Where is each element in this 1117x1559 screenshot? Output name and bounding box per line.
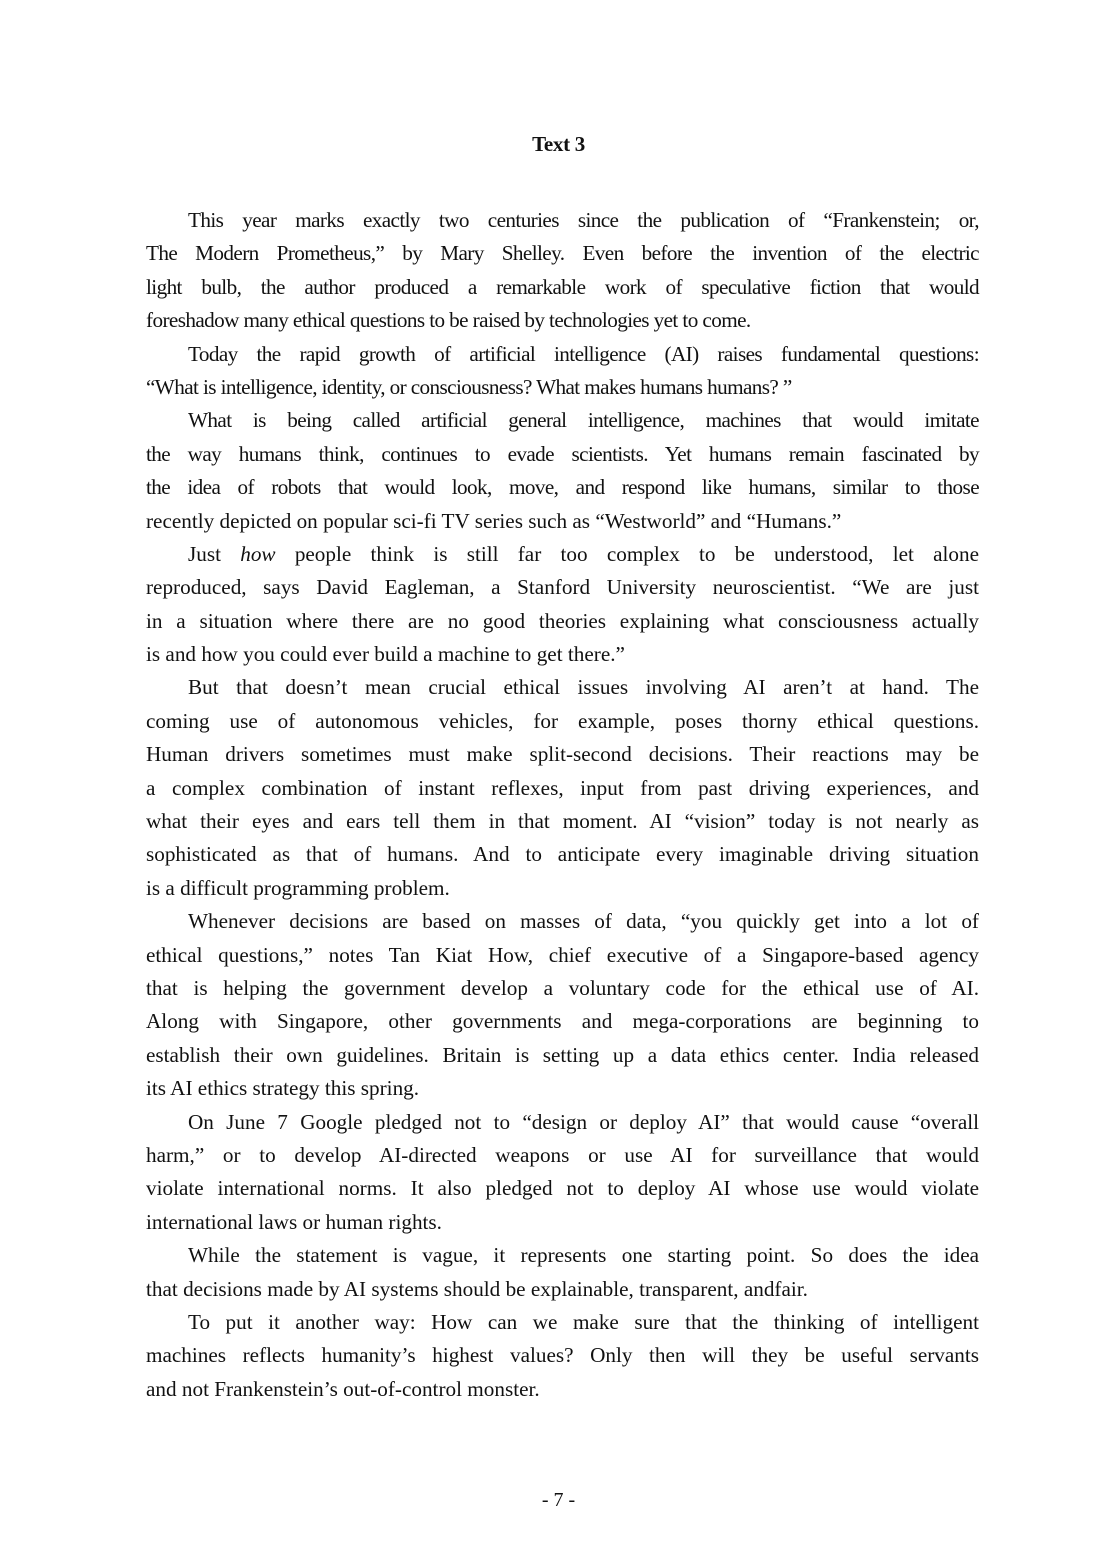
text-line: what their eyes and ears tell them in that moment. AI “vision” today is not nearly as bbox=[146, 809, 979, 834]
text-line: What is being called artificial general intelligence, machines that would imitate bbox=[188, 408, 979, 433]
text-line: The Modern Prometheus,” by Mary Shelley. Even before the invention of the electric bbox=[146, 241, 979, 266]
paragraph-7 bbox=[146, 1106, 979, 1240]
paragraph-3 bbox=[146, 404, 979, 538]
text-line: To put it another way: How can we make sure that the thinking of intelligent bbox=[188, 1309, 979, 1334]
text-line: its AI ethics strategy this spring. bbox=[146, 1076, 420, 1101]
emphasis-word: how bbox=[240, 541, 276, 566]
line-rest: people think is still far too complex to be understood, let alone bbox=[294, 541, 979, 566]
text-line: light bulb, the author produced a remarkable work of speculative fiction that would bbox=[146, 274, 979, 299]
text-line: Human drivers sometimes must make split-second decisions. Their reactions may be bbox=[146, 742, 979, 767]
text-line: is and how you could ever build a machine to get there.” bbox=[146, 642, 625, 667]
page-title: Text 3 bbox=[532, 132, 585, 156]
text-line: Whenever decisions are based on masses of data, “you quickly get into a lot of bbox=[188, 909, 979, 934]
text-line: reproduced, says David Eagleman, a Stanford University neuroscientist. “We are just bbox=[146, 575, 979, 600]
text-line: ethical questions,” notes Tan Kiat How, chief executive of a Singapore-based agency bbox=[146, 942, 979, 967]
paragraph-2 bbox=[146, 338, 979, 405]
text-line: is a difficult programming problem. bbox=[146, 875, 450, 900]
page-number: - 7 - bbox=[541, 1489, 576, 1511]
text-line: international laws or human rights. bbox=[146, 1209, 442, 1234]
text-line: the idea of robots that would look, move, and respond like humans, similar to those bbox=[146, 475, 979, 500]
paragraph-6 bbox=[146, 905, 979, 1105]
text-line: and not Frankenstein’s out-of-control monster. bbox=[146, 1376, 540, 1401]
paragraph-8 bbox=[146, 1239, 979, 1306]
first-word: Just bbox=[188, 541, 221, 566]
text-line: sophisticated as that of humans. And to anticipate every imaginable driving situation bbox=[146, 842, 979, 867]
text-line: that decisions made by AI systems should be explainable, transparent, andfair. bbox=[146, 1276, 808, 1301]
text-line: While the statement is vague, it represents one starting point. So does the idea bbox=[188, 1243, 979, 1268]
text-line: foreshadow many ethical questions to be raised by technologies yet to come. bbox=[146, 308, 751, 333]
text-line: “What is intelligence, identity, or consciousness? What makes humans humans? ” bbox=[146, 374, 792, 399]
text-line: But that doesn’t mean crucial ethical issues involving AI aren’t at hand. The bbox=[188, 675, 979, 700]
paragraph-5 bbox=[146, 671, 979, 905]
paragraph-9 bbox=[146, 1306, 979, 1406]
text-line: establish their own guidelines. Britain is setting up a data ethics center. India released bbox=[146, 1042, 979, 1067]
text-line: violate international norms. It also pledged not to deploy AI whose use would violate bbox=[146, 1176, 979, 1201]
text-line: the way humans think, continues to evade scientists. Yet humans remain fascinated by bbox=[146, 441, 979, 466]
text-line bbox=[146, 538, 979, 571]
text-line: Along with Singapore, other governments and mega-corporations are beginning to bbox=[146, 1009, 979, 1034]
article-body bbox=[146, 204, 979, 1406]
text-line: coming use of autonomous vehicles, for example, poses thorny ethical questions. bbox=[146, 708, 979, 733]
paragraph-4 bbox=[146, 538, 979, 672]
paragraph-1 bbox=[146, 204, 979, 338]
text-line: machines reflects humanity’s highest values? Only then will they be useful servants bbox=[146, 1343, 979, 1368]
text-line: a complex combination of instant reflexes, input from past driving experiences, and bbox=[146, 775, 979, 800]
text-line: that is helping the government develop a voluntary code for the ethical use of AI. bbox=[146, 975, 979, 1000]
text-line: Today the rapid growth of artificial intelligence (AI) raises fundamental questions: bbox=[188, 341, 979, 366]
text-line: recently depicted on popular sci-fi TV series such as “Westworld” and “Humans.” bbox=[146, 508, 842, 533]
text-line: harm,” or to develop AI-directed weapons or use AI for surveillance that would bbox=[146, 1142, 979, 1167]
text-line: On June 7 Google pledged not to “design or deploy AI” that would cause “overall bbox=[188, 1109, 979, 1134]
text-line: This year marks exactly two centuries since the publication of “Frankenstein; or, bbox=[188, 208, 979, 232]
text-line: in a situation where there are no good theories explaining what consciousness actually bbox=[146, 608, 979, 633]
